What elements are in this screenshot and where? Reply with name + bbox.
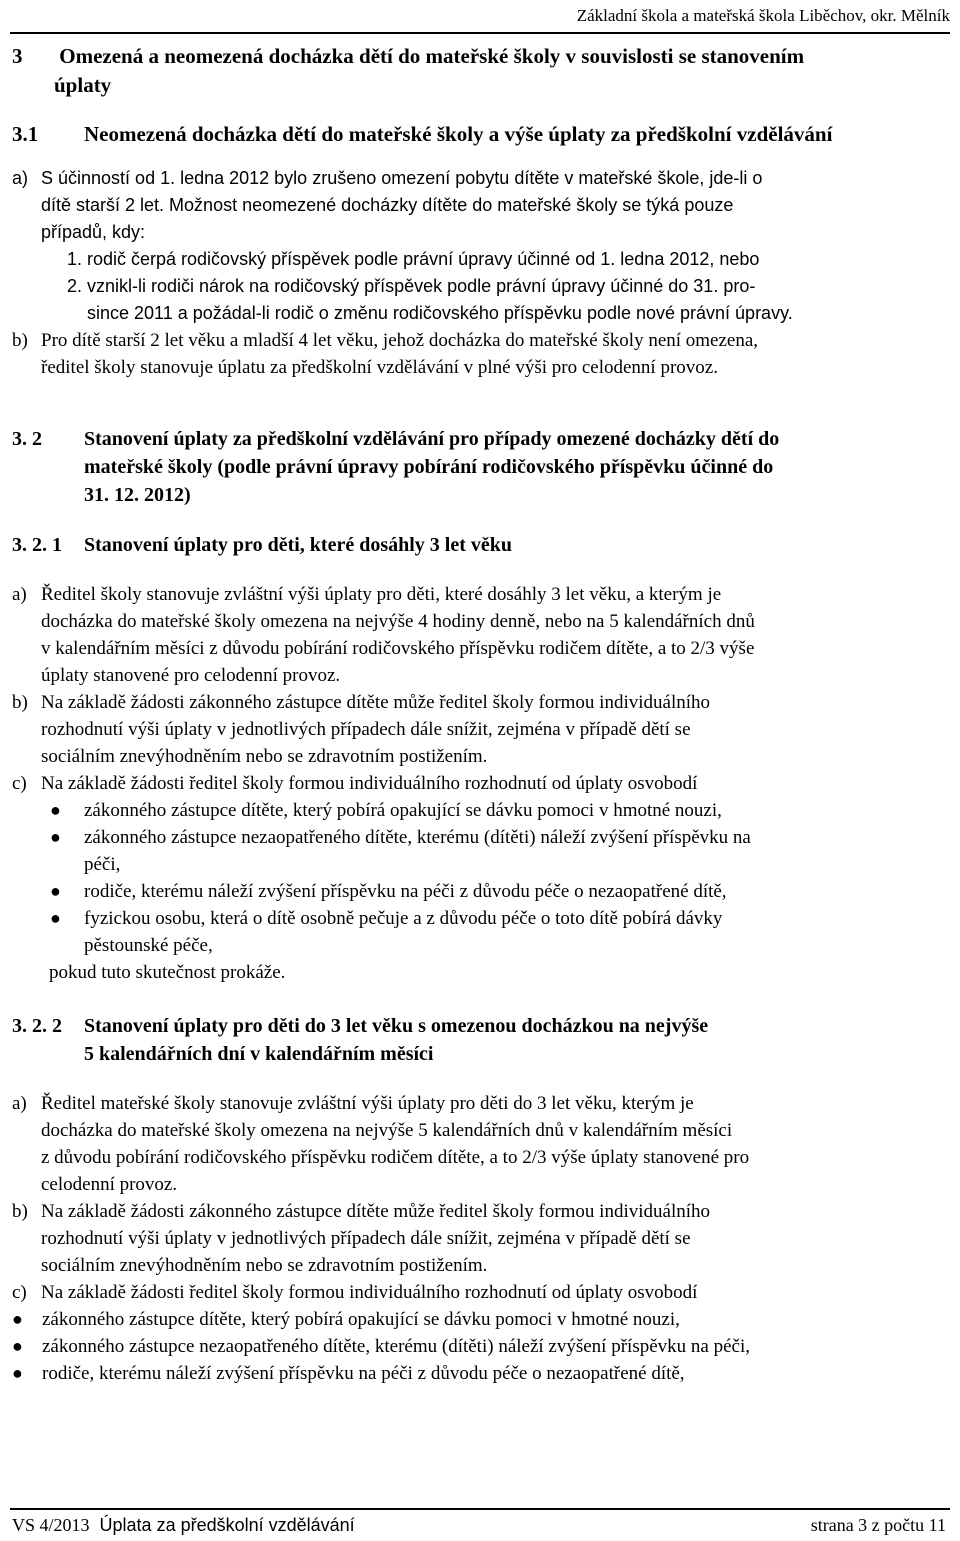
s321-item-a bbox=[12, 581, 946, 689]
footer-left bbox=[12, 1510, 355, 1540]
heading-section-3-1-title: Neomezená docházka dětí do mateřské školy a výše úplaty za předškolní vzdělávání bbox=[84, 122, 833, 146]
label-a: a) bbox=[12, 584, 27, 605]
bullet-item bbox=[12, 905, 946, 959]
heading-section-3-text-2: úplaty bbox=[54, 73, 112, 97]
heading-number: 3. 2. 1 bbox=[12, 534, 62, 556]
bullet-item bbox=[12, 797, 946, 824]
para-line: zákonného zástupce dítěte, který pobírá opakující se dávku pomoci v hmotné nouzi, bbox=[42, 1309, 680, 1330]
item-number: 2. bbox=[67, 276, 83, 296]
heading-section-3-text-1: Omezená a neomezená docházka dětí do mateřské školy v souvislosti se stanovením bbox=[59, 44, 805, 68]
para-line: celodenní provoz. bbox=[41, 1174, 178, 1195]
para-line: úplaty stanovené pro celodenní provoz. bbox=[41, 665, 341, 686]
bullet-icon: ● bbox=[50, 908, 61, 928]
bullet-icon: ● bbox=[50, 881, 61, 901]
label-b: b) bbox=[12, 1201, 28, 1222]
bullet-item bbox=[12, 1333, 946, 1360]
label-b: b) bbox=[12, 330, 28, 351]
numbered-item bbox=[12, 246, 946, 273]
heading-line: 31. 12. 2012) bbox=[84, 484, 191, 506]
heading-section-3-1 bbox=[12, 120, 946, 149]
para-line: v kalendářním měsíci z důvodu pobírání rodičovského příspěvku rodičem dítěte, a to 2/3 výše bbox=[41, 638, 755, 659]
para-line: rodiče, kterému náleží zvýšení příspěvku na péči z důvodu péče o nezaopatřené dítě, bbox=[84, 881, 727, 902]
para-line: Pro dítě starší 2 let věku a mladší 4 let věku, jehož docházka do mateřské školy není omezena, bbox=[41, 330, 759, 351]
s321-item-b bbox=[12, 689, 946, 770]
para-line: rozhodnutí výši úplaty v jednotlivých případech dále snížit, zejména v případě dětí se bbox=[41, 1228, 691, 1249]
heading-line: 5 kalendářních dní v kalendářním měsíci bbox=[84, 1043, 434, 1065]
label-c: c) bbox=[12, 1282, 27, 1303]
closing-line: pokud tuto skutečnost prokáže. bbox=[49, 962, 286, 983]
para-line: Na základě žádosti ředitel školy formou individuálního rozhodnutí od úplaty osvobodí bbox=[41, 1282, 698, 1303]
para-line: Na základě žádosti zákonného zástupce dítěte může ředitel školy formou individuálního bbox=[41, 692, 710, 713]
footer-page-number: strana 3 z počtu 11 bbox=[810, 1515, 946, 1535]
para-line: ředitel školy stanovuje úplatu za předškolní vzdělávání v plné výši pro celodenní provoz. bbox=[41, 357, 718, 378]
school-name: Základní škola a mateřská škola Liběchov, okr. Mělník bbox=[576, 6, 950, 25]
heading-line: Stanovení úplaty pro děti, které dosáhly 3 let věku bbox=[84, 534, 512, 556]
bullet-item bbox=[12, 878, 946, 905]
s322-item-a bbox=[12, 1090, 946, 1198]
para-line: rozhodnutí výši úplaty v jednotlivých případech dále snížit, zejména v případě dětí se bbox=[41, 719, 691, 740]
page-header bbox=[10, 0, 950, 34]
section-3-1-list-b bbox=[12, 327, 946, 381]
heading-line: mateřské školy (podle právní úpravy pobírání rodičovského příspěvku účinné do bbox=[84, 456, 774, 478]
para-line: péči, bbox=[84, 854, 121, 875]
s322-item-c bbox=[12, 1279, 946, 1306]
para-line: dítě starší 2 let. Možnost neomezené docházky dítěte do mateřské školy se týká pouze bbox=[41, 195, 734, 215]
s321-item-c bbox=[12, 770, 946, 797]
heading-section-3: 3 Omezená a neomezená docházka dětí do mateřské školy v souvislosti se stanovením úplaty bbox=[12, 42, 946, 100]
item-number: 1. bbox=[67, 249, 83, 269]
para-line: fyzickou osobu, která o dítě osobně pečuje a z důvodu péče o toto dítě pobírá dávky bbox=[84, 908, 723, 929]
footer-doc-id: VS 4/2013 bbox=[12, 1515, 90, 1535]
heading-number: 3. 2. 2 bbox=[12, 1015, 62, 1037]
para-line: sociálním znevýhodněním nebo se zdravotním postižením. bbox=[41, 746, 488, 767]
bullet-item bbox=[12, 1306, 946, 1333]
para-line: docházka do mateřské školy omezena na nejvýše 4 hodiny denně, nebo na 5 kalendářních dnů bbox=[41, 611, 755, 632]
bullet-icon: ● bbox=[12, 1336, 23, 1356]
document-body bbox=[12, 40, 946, 1387]
para-line: zákonného zástupce nezaopatřeného dítěte, kterému (dítěti) náleží zvýšení příspěvku na péči, bbox=[42, 1336, 750, 1357]
para-line: vznikl-li rodiči nárok na rodičovský příspěvek podle právní úpravy účinné do 31. pro- bbox=[87, 276, 756, 296]
numbered-item bbox=[12, 273, 946, 327]
para-line: docházka do mateřské školy omezena na nejvýše 5 kalendářních dnů v kalendářním měsíci bbox=[41, 1120, 733, 1141]
s322-item-b bbox=[12, 1198, 946, 1279]
heading-section-3-2-1 bbox=[12, 531, 946, 559]
para-line: sociálním znevýhodněním nebo se zdravotním postižením. bbox=[41, 1255, 488, 1276]
heading-section-3-2 bbox=[12, 425, 946, 509]
heading-line: Stanovení úplaty pro děti do 3 let věku s omezenou docházkou na nejvýše bbox=[84, 1015, 709, 1037]
para-line: rodiče, kterému náleží zvýšení příspěvku na péči z důvodu péče o nezaopatřené dítě, bbox=[42, 1363, 685, 1384]
heading-number: 3. 2 bbox=[12, 428, 42, 450]
bullet-item bbox=[12, 824, 946, 878]
page-footer bbox=[10, 1508, 950, 1540]
heading-line: Stanovení úplaty za předškolní vzdělávání pro případy omezené docházky dětí do bbox=[84, 428, 780, 450]
heading-section-3-2-2 bbox=[12, 1012, 946, 1068]
para-line: since 2011 a požádal-li rodič o změnu rodičovského příspěvku podle nové právní úpravy. bbox=[87, 303, 793, 323]
bullet-icon: ● bbox=[12, 1309, 23, 1329]
bullet-icon: ● bbox=[50, 827, 61, 847]
para-line: případů, kdy: bbox=[41, 222, 146, 242]
para-line: zákonného zástupce dítěte, který pobírá opakující se dávku pomoci v hmotné nouzi, bbox=[84, 800, 722, 821]
para-line: rodič čerpá rodičovský příspěvek podle právní úpravy účinné od 1. ledna 2012, nebo bbox=[87, 249, 760, 269]
bullet-item bbox=[12, 1360, 946, 1387]
label-b: b) bbox=[12, 692, 28, 713]
para-line: Na základě žádosti zákonného zástupce dítěte může ředitel školy formou individuálního bbox=[41, 1201, 710, 1222]
para-line: Na základě žádosti ředitel školy formou individuálního rozhodnutí od úplaty osvobodí bbox=[41, 773, 698, 794]
section-3-1-list-a bbox=[12, 165, 946, 327]
heading-section-3-1-number: 3.1 bbox=[12, 122, 39, 146]
footer-title: Úplata za předškolní vzdělávání bbox=[99, 1515, 355, 1535]
para-line: pěstounské péče, bbox=[84, 935, 213, 956]
label-c: c) bbox=[12, 773, 27, 794]
para-line: z důvodu pobírání rodičovského příspěvku rodičem dítěte, a to 2/3 výše úplaty stanovené pro bbox=[41, 1147, 750, 1168]
bullet-icon: ● bbox=[50, 800, 61, 820]
label-a: a) bbox=[12, 1093, 27, 1114]
para-line: S účinností od 1. ledna 2012 bylo zrušeno omezení pobytu dítěte v mateřské škole, jde-li o bbox=[41, 168, 763, 188]
label-a: a) bbox=[12, 168, 29, 188]
para-line: Ředitel školy stanovuje zvláštní výši úplaty pro děti, které dosáhly 3 let věku, a kterým je bbox=[41, 584, 722, 605]
bullet-icon: ● bbox=[12, 1363, 23, 1383]
para-line: Ředitel mateřské školy stanovuje zvláštní výši úplaty pro děti do 3 let věku, kterým je bbox=[41, 1093, 694, 1114]
para-line: zákonného zástupce nezaopatřeného dítěte, kterému (dítěti) náleží zvýšení příspěvku na bbox=[84, 827, 751, 848]
